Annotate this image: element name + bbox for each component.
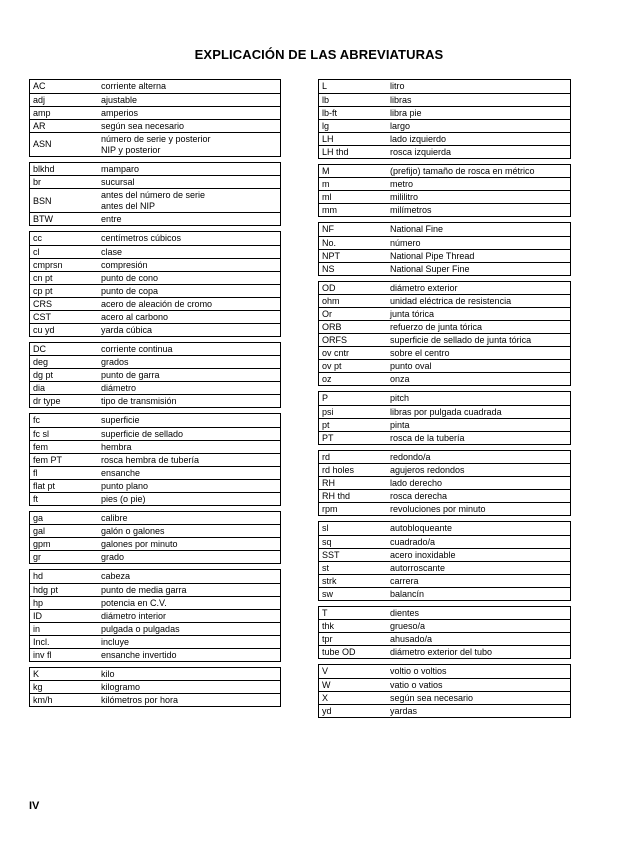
- table-row: [30, 119, 280, 132]
- definition: National Super Fine: [390, 263, 470, 274]
- abbreviation: gr: [33, 552, 42, 562]
- table-row: [319, 165, 570, 178]
- definition: centímetros cúbicos: [101, 233, 182, 244]
- abbreviation: fem PT: [33, 454, 63, 465]
- definition: carrera: [390, 575, 419, 586]
- abbreviation: sl: [322, 523, 329, 534]
- abbreviation: cu yd: [33, 324, 55, 335]
- abbreviation: flat pt: [33, 480, 56, 491]
- definition: incluye: [101, 636, 130, 647]
- definition: acero inoxidable: [390, 549, 456, 560]
- definition: pinta: [390, 419, 410, 430]
- definition: redondo/a: [390, 451, 431, 462]
- abbreviation: BTW: [33, 214, 53, 224]
- table-row: [30, 80, 280, 93]
- table-row: [30, 163, 280, 176]
- abbreviation: fl: [33, 467, 38, 478]
- definition: tipo de transmisión: [101, 396, 177, 406]
- table-row: [30, 609, 280, 622]
- table-row: [30, 106, 280, 119]
- abbreviation: M: [322, 165, 330, 176]
- abbreviation: ASN: [33, 139, 52, 149]
- abbreviation: amp: [33, 107, 51, 118]
- abbreviation: rd: [322, 451, 331, 462]
- table-row: [30, 284, 280, 297]
- definition: yardas: [390, 705, 418, 716]
- abbreviation: yd: [322, 705, 332, 716]
- table-row: [30, 245, 280, 258]
- abbreviation: No.: [322, 237, 337, 248]
- table-row: [319, 392, 570, 405]
- table-row: [30, 583, 280, 596]
- table-row: [319, 632, 570, 645]
- definition: National Fine: [390, 224, 444, 235]
- definition: grado: [101, 552, 125, 562]
- abbreviation: cn pt: [33, 272, 53, 283]
- definition: acero al carbono: [101, 311, 169, 322]
- definition: corriente continua: [101, 343, 173, 354]
- abbreviation: rpm: [322, 504, 338, 514]
- abbreviation: CRS: [33, 298, 53, 309]
- abbreviation: hdg pt: [33, 584, 59, 595]
- table-row: [30, 297, 280, 310]
- table-row: [319, 203, 570, 216]
- table-row: [30, 524, 280, 537]
- table-row: [319, 145, 570, 158]
- abbreviation: L: [322, 81, 328, 92]
- table-row: [30, 381, 280, 394]
- definition: revoluciones por minuto: [390, 504, 486, 514]
- abbreviation-group: [29, 511, 281, 565]
- definition: vatio o vatios: [390, 679, 443, 690]
- abbreviation-group: [318, 450, 571, 517]
- abbreviation: T: [322, 607, 328, 618]
- abbreviation: ID: [33, 610, 42, 621]
- definition: lado izquierdo: [390, 133, 447, 144]
- page-number: IV: [29, 800, 40, 812]
- definition: agujeros redondos: [390, 465, 465, 475]
- abbreviation-group: [318, 664, 571, 718]
- abbreviation: tube OD: [322, 647, 356, 657]
- table-row: [30, 323, 280, 336]
- abbreviation: gpm: [33, 539, 51, 549]
- table-row: [319, 431, 570, 444]
- abbreviation: dg pt: [33, 370, 54, 380]
- abbreviation: br: [33, 177, 42, 187]
- definition: hembra: [101, 441, 132, 452]
- definition: punto de cono: [101, 272, 159, 283]
- definition: calibre: [101, 512, 128, 523]
- table-row: [30, 479, 280, 492]
- table-row: [319, 405, 570, 418]
- abbreviation: cmprsn: [33, 259, 63, 270]
- abbreviation: ohm: [322, 296, 340, 306]
- table-row: [319, 249, 570, 262]
- table-row: [319, 320, 570, 333]
- table-row: [30, 258, 280, 271]
- abbreviation: cl: [33, 246, 40, 257]
- table-row: [319, 691, 570, 704]
- definition: litro: [390, 81, 405, 92]
- definition: junta tórica: [390, 309, 435, 319]
- definition: libras: [390, 94, 412, 105]
- abbreviation: ov cntr: [322, 348, 350, 358]
- abbreviation: thk: [322, 621, 335, 631]
- definition: compresión: [101, 259, 148, 270]
- definition: antes del número de serie antes del NIP: [101, 190, 206, 211]
- abbreviation: gal: [33, 526, 46, 536]
- abbreviation: AR: [33, 120, 46, 131]
- definition: ajustable: [101, 94, 138, 105]
- table-row: [319, 574, 570, 587]
- abbreviation-group: [318, 391, 571, 445]
- table-row: [30, 466, 280, 479]
- table-row: [30, 668, 280, 681]
- abbreviation: hd: [33, 571, 44, 582]
- table-row: [319, 645, 570, 658]
- abbreviation: lb-ft: [322, 107, 338, 118]
- table-row: [30, 596, 280, 609]
- definition: potencia en C.V.: [101, 597, 167, 608]
- definition: libras por pulgada cuadrada: [390, 406, 502, 417]
- abbreviation: lb: [322, 94, 330, 105]
- definition: según sea necesario: [101, 120, 185, 131]
- table-row: [30, 394, 280, 407]
- table-row: [319, 359, 570, 372]
- abbreviation: RH: [322, 478, 335, 488]
- table-row: [30, 693, 280, 706]
- definition: ensanche invertido: [101, 649, 177, 660]
- abbreviation: V: [322, 666, 329, 677]
- abbreviation: oz: [322, 374, 332, 384]
- table-row: [319, 106, 570, 119]
- table-row: [30, 414, 280, 427]
- definition: mamparo: [101, 163, 140, 174]
- abbreviation: PT: [322, 432, 334, 443]
- definition: pitch: [390, 393, 410, 404]
- table-row: [30, 453, 280, 466]
- definition: ahusado/a: [390, 634, 433, 644]
- abbreviation: X: [322, 692, 329, 703]
- table-row: [319, 561, 570, 574]
- definition: diámetro exterior del tubo: [390, 647, 493, 657]
- abbreviation: AC: [33, 81, 46, 92]
- abbreviation-group: [29, 79, 281, 157]
- table-row: [30, 570, 280, 583]
- table-row: [319, 665, 570, 678]
- abbreviation: deg: [33, 357, 49, 367]
- table-row: [30, 271, 280, 284]
- definition: grueso/a: [390, 621, 426, 631]
- abbreviation: strk: [322, 575, 337, 586]
- abbreviation: cc: [33, 233, 42, 244]
- table-row: [319, 535, 570, 548]
- definition: número de serie y posterior NIP y posterior: [101, 133, 211, 155]
- abbreviation-group: [318, 222, 571, 276]
- abbreviation: st: [322, 562, 330, 573]
- definition: autobloqueante: [390, 523, 453, 534]
- abbreviation: SST: [322, 549, 340, 560]
- abbreviation: inv fl: [33, 649, 52, 660]
- table-row: [30, 537, 280, 550]
- table-row: [30, 622, 280, 635]
- definition: entre: [101, 214, 122, 224]
- abbreviation: NF: [322, 224, 334, 235]
- table-row: [30, 310, 280, 323]
- definition: diámetro: [101, 383, 137, 393]
- abbreviation: CST: [33, 311, 51, 322]
- abbreviation: sw: [322, 588, 333, 599]
- definition: dientes: [390, 607, 420, 618]
- abbreviation: in: [33, 623, 41, 634]
- table-row: [319, 236, 570, 249]
- abbreviation: ml: [322, 192, 332, 202]
- definition: rosca hembra de tubería: [101, 454, 200, 465]
- table-row: [30, 188, 280, 212]
- abbreviation: sq: [322, 536, 332, 547]
- definition: largo: [390, 120, 411, 131]
- abbreviation-group: [29, 231, 281, 337]
- definition: libra pie: [390, 107, 422, 118]
- definition: refuerzo de junta tórica: [390, 322, 483, 332]
- table-row: [319, 119, 570, 132]
- abbreviation: ORB: [322, 322, 342, 332]
- abbreviation: m: [322, 179, 330, 189]
- abbreviation: NS: [322, 263, 335, 274]
- abbreviation: fc sl: [33, 428, 50, 439]
- table-row: [30, 648, 280, 661]
- definition: unidad eléctrica de resistencia: [390, 296, 512, 306]
- definition: ensanche: [101, 467, 141, 478]
- abbreviation: Or: [322, 309, 332, 319]
- table-row: [30, 132, 280, 156]
- definition: (prefijo) tamaño de rosca en métrico: [390, 165, 535, 176]
- abbreviation: mm: [322, 205, 337, 215]
- abbreviation: BSN: [33, 195, 52, 206]
- definition: clase: [101, 246, 123, 257]
- definition: galones por minuto: [101, 539, 178, 549]
- table-row: [319, 522, 570, 535]
- table-row: [319, 80, 570, 93]
- table-row: [319, 489, 570, 502]
- definition: diámetro exterior: [390, 282, 458, 293]
- abbreviation: DC: [33, 343, 46, 354]
- abbreviation-group: [29, 667, 281, 708]
- definition: acero de aleación de cromo: [101, 298, 213, 309]
- table-row: [319, 262, 570, 275]
- table-row: [319, 451, 570, 464]
- abbreviation-group: [318, 521, 571, 601]
- table-row: [30, 440, 280, 453]
- table-row: [319, 372, 570, 385]
- abbreviation: cp pt: [33, 285, 53, 296]
- definition: metro: [390, 179, 414, 189]
- abbreviation: blkhd: [33, 163, 55, 174]
- table-row: [319, 177, 570, 190]
- table-row: [319, 607, 570, 620]
- table-row: [30, 368, 280, 381]
- table-row: [319, 132, 570, 145]
- table-row: [30, 512, 280, 525]
- abbreviation: OD: [322, 282, 336, 293]
- definition: pulgada o pulgadas: [101, 623, 180, 634]
- table-row: [319, 619, 570, 632]
- definition: punto de copa: [101, 285, 159, 296]
- abbreviation: Incl.: [33, 636, 50, 647]
- abbreviation: tpr: [322, 634, 333, 644]
- table-row: [319, 476, 570, 489]
- abbreviation: ORFS: [322, 335, 348, 345]
- left-abbreviation-column: [29, 79, 281, 712]
- definition: yarda cúbica: [101, 324, 153, 335]
- table-row: [30, 355, 280, 368]
- abbreviation: LH: [322, 133, 334, 144]
- definition: lado derecho: [390, 478, 443, 488]
- definition: kilo: [101, 668, 115, 679]
- definition: grados: [101, 357, 129, 367]
- definition: número: [390, 237, 421, 248]
- abbreviation: pt: [322, 419, 330, 430]
- definition: onza: [390, 374, 410, 384]
- abbreviation: psi: [322, 406, 334, 417]
- abbreviation: km/h: [33, 695, 53, 705]
- table-row: [319, 190, 570, 203]
- table-row: [319, 548, 570, 561]
- page-title: EXPLICACIÓN DE LAS ABREVIATURAS: [194, 47, 444, 62]
- right-abbreviation-column: [318, 79, 571, 723]
- definition: diámetro interior: [101, 610, 167, 621]
- table-row: [30, 635, 280, 648]
- definition: rosca derecha: [390, 491, 448, 501]
- table-row: [30, 550, 280, 563]
- definition: National Pipe Thread: [390, 250, 475, 261]
- abbreviation-group: [318, 606, 571, 660]
- definition: punto plano: [101, 480, 149, 491]
- abbreviation-group: [318, 164, 571, 218]
- definition: sucursal: [101, 177, 135, 187]
- table-row: [30, 492, 280, 505]
- definition: kilogramo: [101, 682, 141, 692]
- definition: amperios: [101, 107, 139, 118]
- abbreviation-group: [29, 162, 281, 227]
- abbreviation-group: [29, 342, 281, 409]
- definition: superficie de sellado: [101, 428, 184, 439]
- abbreviation-group: [29, 413, 281, 506]
- table-row: [319, 502, 570, 515]
- definition: punto de garra: [101, 370, 160, 380]
- abbreviation: hp: [33, 597, 44, 608]
- definition: galón o galones: [101, 526, 165, 536]
- table-row: [30, 680, 280, 693]
- abbreviation-group: [318, 79, 571, 159]
- abbreviation: ov pt: [322, 361, 342, 371]
- table-row: [30, 232, 280, 245]
- table-row: [319, 346, 570, 359]
- table-row: [319, 418, 570, 431]
- abbreviation: W: [322, 679, 331, 690]
- abbreviation: NPT: [322, 250, 340, 261]
- definition: cabeza: [101, 571, 131, 582]
- definition: kilómetros por hora: [101, 695, 179, 705]
- table-row: [319, 282, 570, 295]
- abbreviation: LH thd: [322, 146, 349, 157]
- definition: cuadrado/a: [390, 536, 436, 547]
- abbreviation: kg: [33, 682, 43, 692]
- table-row: [319, 463, 570, 476]
- definition: rosca de la tubería: [390, 432, 465, 443]
- abbreviation: dr type: [33, 396, 61, 406]
- abbreviation: rd holes: [322, 465, 355, 475]
- table-row: [319, 678, 570, 691]
- abbreviation: ga: [33, 512, 44, 523]
- definition: sobre el centro: [390, 348, 450, 358]
- definition: autorroscante: [390, 562, 446, 573]
- definition: mililitro: [390, 192, 418, 202]
- abbreviation: K: [33, 668, 40, 679]
- definition: punto de media garra: [101, 584, 187, 595]
- table-row: [30, 343, 280, 356]
- table-row: [30, 427, 280, 440]
- abbreviation: P: [322, 393, 329, 404]
- abbreviation: lg: [322, 120, 330, 131]
- abbreviation: fem: [33, 441, 49, 452]
- definition: superficie de sellado de junta tórica: [390, 335, 532, 345]
- definition: punto oval: [390, 361, 432, 371]
- abbreviation: adj: [33, 94, 46, 105]
- abbreviation: fc: [33, 415, 41, 426]
- table-row: [319, 294, 570, 307]
- table-row: [319, 223, 570, 236]
- definition: superficie: [101, 415, 140, 426]
- definition: milímetros: [390, 205, 432, 215]
- table-row: [30, 212, 280, 225]
- table-row: [319, 333, 570, 346]
- abbreviation: RH thd: [322, 491, 351, 501]
- abbreviation: ft: [33, 493, 39, 504]
- abbreviation-group: [29, 569, 281, 662]
- table-row: [319, 587, 570, 600]
- definition: según sea necesario: [390, 692, 474, 703]
- definition: pies (o pie): [101, 493, 146, 504]
- definition: voltio o voltios: [390, 666, 447, 677]
- definition: balancín: [390, 588, 425, 599]
- table-row: [319, 704, 570, 717]
- definition: corriente alterna: [101, 81, 167, 92]
- table-row: [319, 93, 570, 106]
- table-row: [30, 93, 280, 106]
- table-row: [30, 175, 280, 188]
- definition: rosca izquierda: [390, 146, 452, 157]
- table-row: [319, 307, 570, 320]
- abbreviation-group: [318, 281, 571, 387]
- abbreviation: dia: [33, 383, 46, 393]
